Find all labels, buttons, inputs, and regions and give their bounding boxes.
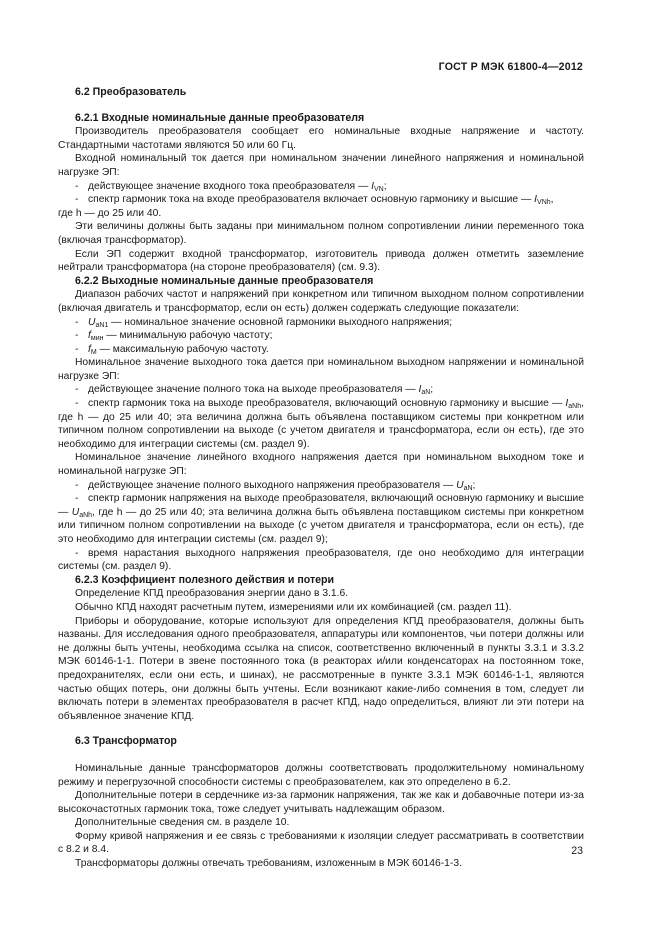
symbol: U: [456, 479, 464, 491]
section-6-3-heading: 6.3 Трансформатор: [75, 735, 177, 748]
list-text: спектр гармоник тока на входе преобразователя включает основную гармонику и высшие —: [88, 194, 535, 206]
paragraph: Входной номинальный ток дается при номинальном значении линейного напряжения и номинальной нагрузке ЭП:: [58, 153, 584, 178]
list-text: ,: [550, 194, 554, 206]
symbol-subscript: VN: [374, 185, 384, 193]
list-text: ;: [472, 479, 476, 491]
list-text: спектр гармоник напряжения на выходе преобразователя, включающий основную гармонику и высшие —: [58, 493, 584, 518]
list-item: - действующее значение полного тока на выходе преобразователя — $I_{aN}$;: [75, 384, 434, 397]
list-text: , где h — до 25 или 40; эта величина должна быть объявлена поставщиком системы при конкретном или типичном полном сопротивлении на выходе (с учетом двигателя и трансформатора, если он есть), где это необходимо для интеграции системы (см. раздел 9).: [58, 398, 584, 450]
symbol-subscript: aNh: [568, 403, 582, 411]
list-item: - $U_{aN1}$ — номинальное значение основной гармоники выходного напряжения;: [75, 316, 453, 329]
symbol: I: [534, 194, 538, 206]
list-item: - $f_M$ — максимальную рабочую частоту.: [75, 343, 269, 356]
paragraph: Дополнительные сведения см. в разделе 10.: [75, 817, 290, 829]
list-text: ;: [383, 180, 387, 192]
section-6-2-1-heading: 6.2.1 Входные номинальные данные преобразователя: [75, 111, 365, 124]
list-text: спектр гармоник тока на выходе преобразователя, включающий основную гармонику и высшие —: [88, 398, 566, 410]
list-item: - $f_{мин}$ — минимальную рабочую частоту;: [75, 330, 273, 343]
paragraph: Приборы и оборудование, которые используют для определения КПД преобразователя, должны быть названы. Для исследования одного преобразователя, аппаратуры или компонентов, чьи потери должны или не должны быть учтены, необходима ссылка на список, соответственно включенный в пункты 3.3.1 и 3.3.2 МЭК 60146-1-1. Потери в звене постоянного тока (в реакторах и/или конденсаторах на постоянном токе, предохранителях, если они есть, и шинах), не рассмотренные в пункте 3.3.1 МЭК 60146-1-1, являются частью общих потерь, они должны быть учтены. Если возникают какие-либо сомнения в том, следует ли включать потери в элементах преобразователя в расчет КПД, надо определиться, влияют ли эти потери на объявленное значение КПД.: [58, 615, 584, 722]
symbol: f: [88, 343, 91, 355]
paragraph: Определение КПД преобразования энергии дано в 3.1.6.: [75, 588, 349, 600]
paragraph: Форму кривой напряжения и ее связь с требованиями к изоляции следует рассматривать в соответствии с 8.2 и 8.4.: [58, 830, 584, 856]
page-content: [58, 86, 584, 871]
paragraph: Дополнительные потери в сердечнике из-за гармоник напряжения, так же как и добавочные потери из-за высокочастотных гармоник тока, тоже следует учитывать надлежащим образом.: [58, 790, 584, 815]
list-text: — максимальную рабочую частоту.: [96, 343, 269, 355]
symbol-subscript: мин: [90, 335, 104, 343]
symbol-subscript: aNh: [79, 511, 93, 519]
list-text: действующее значение входного тока преобразователя —: [88, 180, 372, 192]
standard-header: ГОСТ Р МЭК 61800-4—2012: [438, 61, 583, 73]
symbol: U: [71, 506, 80, 518]
paragraph: Номинальное значение линейного входного напряжения дается при номинальном выходном токе и номинальной нагрузке ЭП:: [58, 452, 584, 478]
list-text: действующее значение полного выходного напряжения преобразователя —: [88, 479, 457, 491]
paragraph: Если ЭП содержит входной трансформатор, изготовитель привода должен отметить заземление нейтрали трансформатора (на стороне преобразователя) (см. 9.3).: [58, 248, 584, 274]
paragraph: Обычно КПД находят расчетным путем, измерениями или их комбинацией (см. раздел 11).: [75, 601, 512, 613]
list-text: , где h — до 25 или 40; эта величина должна быть объявлена поставщиком системы при конкретном или типичном полном сопротивлении на выходе (с учетом двигателя и трансформатора, если он есть), где это необходимо для интеграции системы (см. раздел 9);: [58, 506, 584, 545]
symbol-subscript: aN: [463, 484, 473, 492]
symbol: f: [88, 330, 91, 342]
list-text: действующее значение полного тока на выходе преобразователя —: [88, 384, 419, 396]
page-number: 23: [571, 845, 583, 857]
symbol-subscript: VNh: [537, 199, 551, 207]
paragraph: где h — до 25 или 40.: [58, 207, 162, 219]
section-6-2-3-heading: 6.2.3 Коэффициент полезного действия и потери: [75, 573, 335, 586]
list-item: - действующее значение входного тока преобразователя — $I_{VN}$;: [75, 180, 387, 193]
list-text: ;: [430, 384, 434, 396]
list-item: - действующее значение полного выходного напряжения преобразователя — $U_{aN}$;: [75, 479, 476, 492]
symbol: U: [88, 316, 96, 328]
symbol-subscript: M: [90, 348, 97, 356]
symbol-subscript: aN: [421, 389, 431, 397]
symbol: I: [418, 384, 422, 396]
paragraph: Трансформаторы должны отвечать требованиям, изложенным в МЭК 60146-1-3.: [75, 858, 462, 870]
paragraph: Эти величины должны быть заданы при минимальном полном сопротивлении линии переменного тока (включая трансформатор).: [58, 221, 584, 246]
list-item: - спектр гармоник тока на выходе преобразователя, включающий основную гармонику и высшие — $I_{aNh}$, где h — до 25 или 40; эта величина должна быть объявлена поставщиком системы при конкретном или типичном полном сопротивлении на выходе (с учетом двигателя и трансформатора, если он есть), где это необходимо для интеграции системы (см. раздел 9).: [58, 398, 584, 450]
section-6-2-heading: 6.2 Преобразователь: [75, 86, 187, 98]
paragraph: Производитель преобразователя сообщает его номинальные входные напряжение и частоту. Стандартными частотами являются 50 или 60 Гц.: [58, 126, 584, 151]
symbol: I: [371, 180, 374, 192]
paragraph: Номинальное значение выходного тока дается при номинальном выходном напряжении и номинальной нагрузке ЭП:: [58, 357, 584, 382]
symbol: I: [565, 398, 569, 410]
list-text: время нарастания выходного напряжения преобразователя, где оно необходимо для интеграции системы (см. раздел 9).: [58, 547, 584, 573]
paragraph: Диапазон рабочих частот и напряжений при конкретном или типичном выходном полном сопротивлении (включая двигатель и трансформатор, если он есть) должен содержать следующие показатели:: [58, 289, 584, 314]
list-item: - спектр гармоник тока на входе преобразователя включает основную гармонику и высшие — $I_{VNh}$,: [75, 194, 554, 207]
list-item: - спектр гармоник напряжения на выходе преобразователя, включающий основную гармонику и высшие — $U_{aNh}$, где h — до 25 или 40; эта величина должна быть объявлена поставщиком системы при конкретном или типичном полном сопротивлении на выходе (с учетом двигателя и трансформатора, если он есть), где это необходимо для интеграции системы (см. раздел 9);: [58, 493, 584, 545]
symbol-subscript: aN1: [95, 321, 109, 329]
section-6-2-2-heading: 6.2.2 Выходные номинальные данные преобразователя: [75, 274, 374, 287]
list-item: - время нарастания выходного напряжения преобразователя, где оно необходимо для интеграции системы (см. раздел 9).: [58, 547, 584, 573]
list-text: — минимальную рабочую частоту;: [103, 330, 273, 342]
paragraph: Номинальные данные трансформаторов должны соответствовать продолжительному номинальному режиму и перегрузочной способности системы с преобразователем, как это определено в 6.2.: [58, 762, 584, 788]
list-text: — номинальное значение основной гармоники выходного напряжения;: [108, 316, 453, 328]
